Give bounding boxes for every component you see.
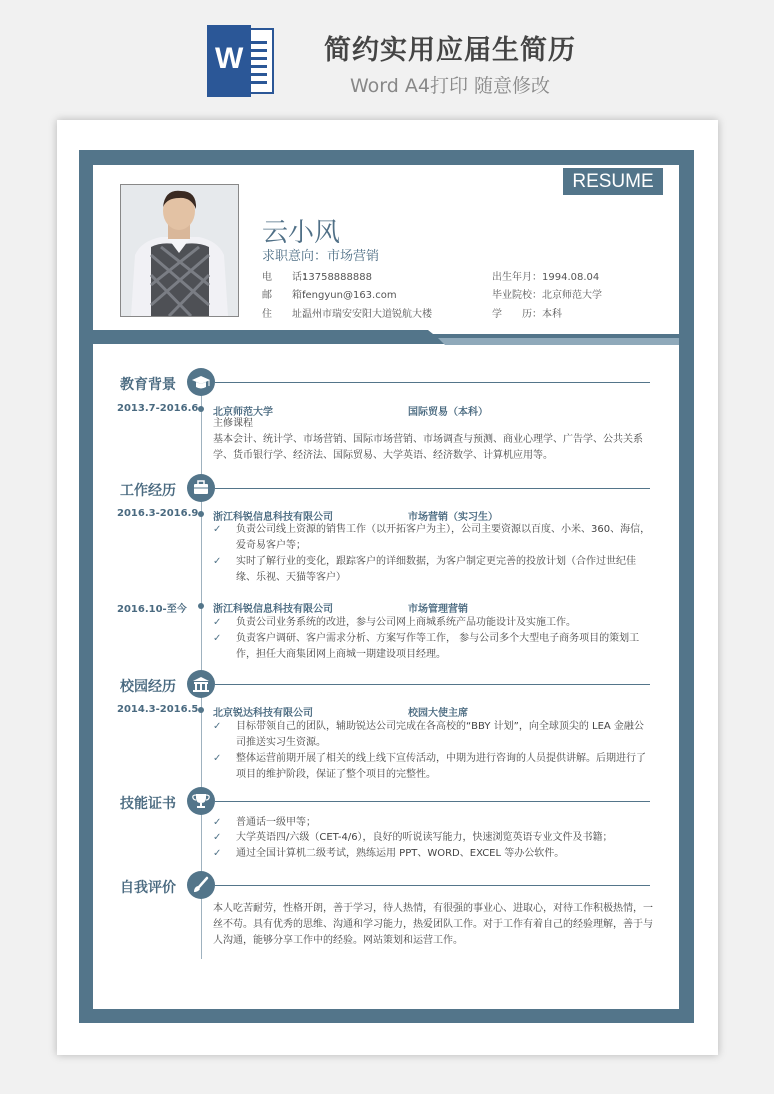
work-company-1: 浙江科锐信息科技有限公司: [213, 512, 333, 523]
check-icon: ✓: [213, 633, 222, 644]
list-item: ✓ 大学英语四/六级（CET-4/6），良好的听说读写能力，快速浏览英语专业文件及书籍；: [213, 830, 653, 846]
list-item: ✓ 负责公司线上资源的销售工作（以开拓客户为主），公司主要资源以百度、小米、360、海信，爱奇易客户等；: [213, 524, 651, 551]
section-line-campus: [215, 684, 650, 685]
check-icon: ✓: [213, 524, 222, 535]
birth-row: [492, 268, 599, 283]
phone-row: [262, 268, 372, 283]
work-role-1: 市场营销（实习生）: [408, 512, 498, 523]
degree-label: 学 历：: [492, 309, 542, 320]
section-line-education: [215, 382, 650, 383]
check-icon: ✓: [213, 848, 222, 859]
work-date-2: 2016.10-至今: [117, 604, 187, 615]
section-title-skills: 技能证书: [120, 796, 176, 812]
school-label: 毕业院校：: [492, 290, 542, 301]
list-item: ✓ 目标带领自己的团队，辅助锐达公司完成在各高校的“BBY 计划”，向全球顶尖的 LEA 金融公司推送实习生资源。: [213, 721, 644, 748]
degree-value: 本科: [542, 309, 562, 320]
email-value: fengyun@163.com: [302, 290, 397, 301]
self-evaluation-text: 本人吃苦耐劳，性格开朗，善于学习，待人热情，有很强的事业心、进取心，对待工作积极热情，一丝不苟。具有优秀的思维、沟通和学习能力，热爱团队工作。对于工作有着自己的经验理解，善于与人沟通，能够分享工作中的经验。网站策划和运营工作。: [213, 903, 653, 946]
work-company-2: 浙江科锐信息科技有限公司: [213, 604, 333, 615]
resume-badge: RESUME: [563, 168, 663, 195]
trophy-icon: [187, 787, 215, 815]
school-value: 北京师范大学: [542, 290, 602, 301]
school-row: [492, 286, 602, 301]
building-icon: [187, 670, 215, 698]
section-line-work: [215, 488, 650, 489]
campus-role: 校园大使主席: [408, 708, 468, 719]
section-title-campus: 校园经历: [120, 679, 176, 695]
profile-photo: [120, 184, 239, 317]
list-item: ✓ 负责客户调研、客户需求分析、方案写作等工作， 参与公司多个大型电子商务项目的策划工作，担任大商集团网上商城一期建设项目经理。: [213, 633, 640, 660]
check-icon: ✓: [213, 617, 222, 628]
briefcase-icon: [187, 474, 215, 502]
header-divider: [93, 330, 679, 345]
work-role-2: 市场管理营销: [408, 604, 468, 615]
timeline-dot: [198, 406, 204, 412]
courses-text: 基本会计、统计学、市场营销、国际市场营销、市场调查与预测、商业心理学、广告学、公共关系学、货币银行学、经济法、国际贸易、大学英语、经济数学、计算机应用等。: [213, 434, 643, 461]
education-major: 国际贸易（本科）: [408, 407, 488, 418]
candidate-name: 云小风: [262, 218, 341, 248]
list-item: ✓ 普通话一级甲等；: [213, 815, 653, 831]
campus-date: 2014.3-2016.5: [117, 704, 199, 715]
top-banner: [0, 0, 774, 118]
graduation-cap-icon: [187, 368, 215, 396]
address-label: 住 址：: [262, 309, 312, 320]
brush-icon: [187, 871, 215, 899]
education-date: 2013.7-2016.6: [117, 403, 199, 414]
section-title-education: 教育背景: [120, 377, 176, 393]
education-school: 北京师范大学: [213, 407, 273, 418]
timeline-dot: [198, 511, 204, 517]
phone-label: 电 话：: [262, 272, 312, 283]
list-item: ✓ 整体运营前期开展了相关的线上线下宣传活动，中期为进行咨询的人员提供讲解。后期进行了项目的维护阶段，保证了整个项目的完整性。: [213, 753, 646, 780]
degree-row: [492, 305, 562, 320]
page-subtitle: Word A4打印 随意修改: [349, 75, 550, 97]
address-row: [262, 305, 432, 320]
timeline-dot: [198, 603, 204, 609]
email-row: [262, 286, 397, 301]
phone-value: 13758888888: [302, 272, 372, 283]
work-date-1: 2016.3-2016.9: [117, 508, 199, 519]
job-intent: 求职意向：市场营销: [262, 249, 380, 264]
list-item: ✓ 实时了解行业的变化，跟踪客户的详细数据，为客户制定更完善的投放计划（合作过世纪佳缘、乐视、天猫等客户）: [213, 556, 636, 583]
timeline-dot: [198, 707, 204, 713]
check-icon: ✓: [213, 721, 222, 732]
word-icon-letter: W: [215, 42, 244, 75]
birth-label: 出生年月：: [492, 272, 542, 283]
check-icon: ✓: [213, 753, 222, 764]
word-document-icon: [207, 25, 275, 97]
birth-value: 1994.08.04: [542, 272, 600, 283]
list-item: ✓ 通过全国计算机二级考试，熟练运用 PPT、WORD、EXCEL 等办公软件。: [213, 846, 653, 862]
section-title-work: 工作经历: [120, 483, 176, 499]
campus-org: 北京锐达科技有限公司: [213, 708, 313, 719]
email-label: 邮 箱：: [262, 290, 312, 301]
list-item: ✓ 负责公司业务系统的改进，参与公司网上商城系统产品功能设计及实施工作。: [213, 615, 653, 631]
page-title: 简约实用应届生简历: [324, 35, 576, 66]
section-line-self: [215, 885, 650, 886]
check-icon: ✓: [213, 817, 222, 828]
courses-label: 主修课程: [213, 418, 253, 429]
check-icon: ✓: [213, 832, 222, 843]
section-title-self: 自我评价: [120, 880, 176, 896]
address-value: 温州市瑞安安阳大道锐航大楼: [302, 309, 432, 320]
check-icon: ✓: [213, 556, 222, 567]
section-line-skills: [215, 801, 650, 802]
